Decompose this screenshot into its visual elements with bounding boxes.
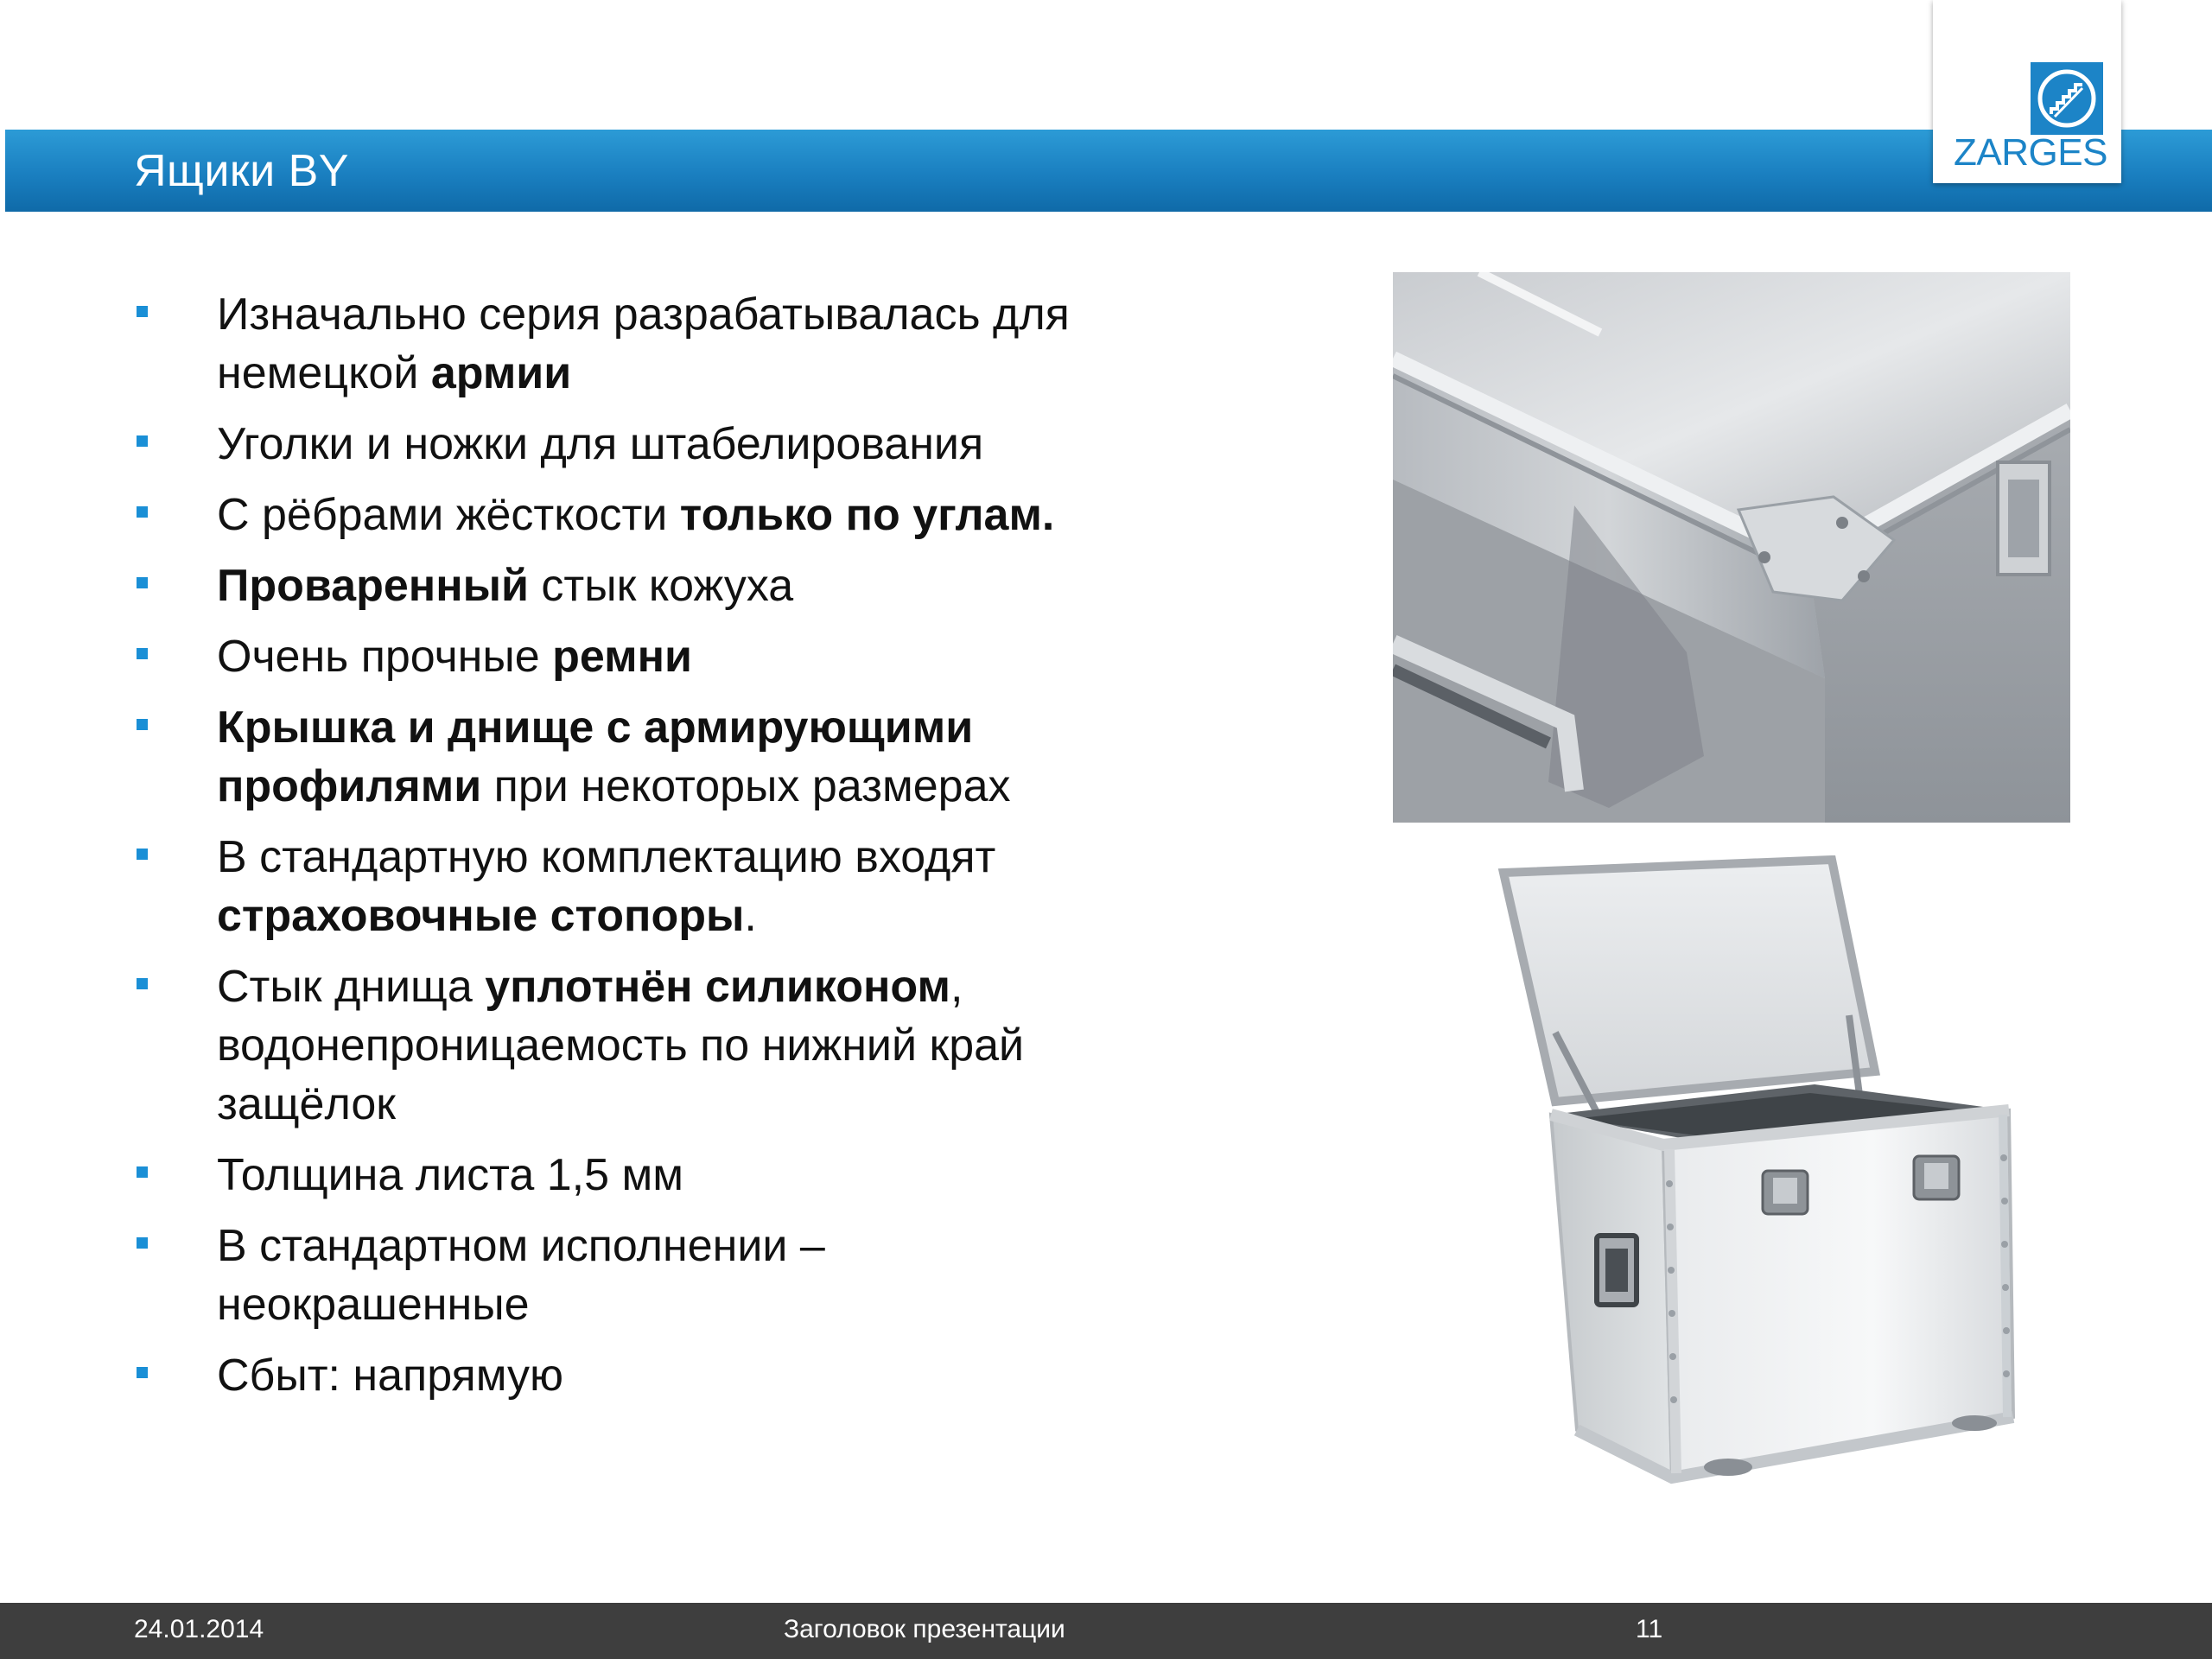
bullet-text	[217, 702, 1011, 811]
bullet-text	[217, 1221, 825, 1330]
bullet-text	[217, 1150, 683, 1200]
footer-bar	[0, 1603, 2212, 1659]
bullet-text	[217, 490, 1054, 540]
bullet-square-icon	[137, 1367, 148, 1378]
bullet-text	[217, 632, 692, 682]
bullet-text	[217, 962, 1024, 1129]
bullet-square-icon	[137, 849, 148, 860]
footer-page-number: 11	[1636, 1615, 1663, 1643]
bullet-item	[134, 415, 1119, 474]
zarges-stairs-logo-icon	[2031, 62, 2103, 135]
slide-title: Ящики BY	[134, 146, 349, 196]
bullet-square-icon	[137, 1166, 148, 1178]
box-corner-photo	[1393, 272, 2070, 823]
bullet-square-icon	[137, 1237, 148, 1249]
bullet-item	[134, 698, 1119, 816]
bullet-item	[134, 957, 1119, 1134]
bullet-square-icon	[137, 306, 148, 317]
bullet-text-bold: Проваренный	[217, 561, 529, 611]
bullet-item	[134, 627, 1119, 686]
bullet-text	[217, 1351, 563, 1401]
bullet-text-regular: Сбыт: напрямую	[217, 1351, 564, 1401]
bullet-text-regular: Уголки и ножки для штабелирования	[217, 419, 984, 469]
bullet-square-icon	[137, 577, 148, 588]
bullet-text-regular: Изначально серия разрабатывалась для немецкой	[217, 289, 1070, 398]
bullet-text-bold: Крышка и днище с армирующими профилями	[217, 702, 974, 811]
bullet-text-regular: Стык днища	[217, 962, 486, 1012]
bullet-text-regular: Толщина листа 1,5 мм	[217, 1150, 683, 1200]
bullet-list	[134, 285, 1119, 1417]
bullet-text	[217, 419, 983, 469]
bullet-text-regular: , водонепроницаемость по нижний край защёлок	[217, 962, 1025, 1129]
bullet-text	[217, 289, 1070, 398]
bullet-item	[134, 556, 1119, 615]
bullet-square-icon	[137, 719, 148, 730]
bullet-text-regular: В стандартном исполнении – неокрашенные	[217, 1221, 825, 1330]
bullet-item	[134, 1217, 1119, 1334]
bullet-text-bold: ремни	[552, 632, 692, 682]
bullet-text-bold: уплотнён силиконом	[485, 962, 950, 1012]
bullet-text-regular: В стандартную комплектацию входят	[217, 832, 996, 882]
bullet-text-regular: Очень прочные	[217, 632, 553, 682]
logo-text: ZARGES	[1954, 131, 2107, 174]
bullet-text	[217, 561, 793, 611]
bullet-item	[134, 1346, 1119, 1405]
bullet-text-regular: .	[744, 891, 757, 941]
bullet-text-bold: только по углам.	[679, 490, 1055, 540]
bullet-text-bold: армии	[430, 348, 572, 398]
bullet-square-icon	[137, 978, 148, 989]
bullet-text-regular: при некоторых размерах	[481, 761, 1011, 811]
footer-date: 24.01.2014	[134, 1615, 264, 1643]
bullet-square-icon	[137, 435, 148, 447]
bullet-text-bold: страховочные стопоры	[217, 891, 745, 941]
open-case-photo	[1469, 855, 2056, 1495]
bullet-item	[134, 486, 1119, 544]
bullet-text-regular: стык кожуха	[528, 561, 794, 611]
bullet-item	[134, 285, 1119, 403]
bullet-square-icon	[137, 648, 148, 659]
bullet-text	[217, 832, 995, 941]
bullet-square-icon	[137, 506, 148, 518]
footer-presentation-title: Заголовок презентации	[784, 1615, 1065, 1643]
bullet-item	[134, 1146, 1119, 1205]
bullet-item	[134, 828, 1119, 945]
bullet-text-regular: С рёбрами жёсткости	[217, 490, 680, 540]
